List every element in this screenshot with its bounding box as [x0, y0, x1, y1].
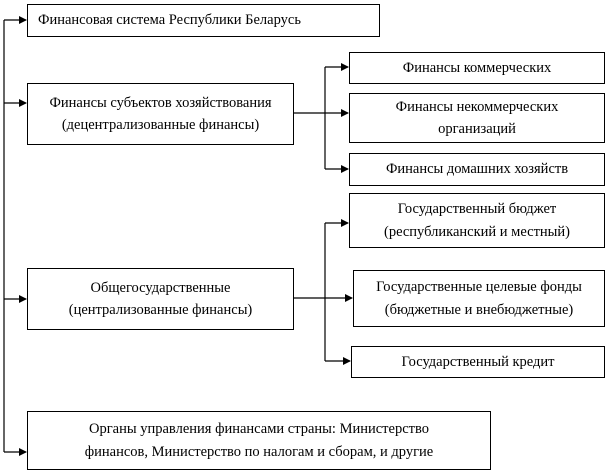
management-bodies-box [27, 411, 491, 470]
commercial-label: Финансы коммерческих [402, 59, 552, 76]
centralized-finance-box [27, 268, 294, 330]
households-finance-box [349, 153, 605, 186]
state-budget-label-line1: Государственный бюджет [397, 201, 557, 218]
management-label-line1: Органы управления финансами страны: Министерство [89, 421, 429, 438]
centralized-subtitle: (централизованные финансы) [68, 302, 253, 318]
decentralized-finance-box [27, 83, 294, 145]
state-credit-label: Государственный кредит [401, 353, 555, 370]
state-credit-box [351, 346, 605, 378]
noncommercial-label-line1: Финансы некоммерческих [395, 98, 559, 115]
decentralized-subtitle: (децентрализованные финансы) [61, 117, 260, 133]
state-target-funds-box [353, 270, 605, 327]
management-label-line2: финансов, Министерство по налогам и сборам, и другие [84, 443, 434, 460]
households-label: Финансы домашних хозяйств [385, 161, 569, 178]
centralized-title: Общегосударственные [90, 279, 231, 296]
target-funds-label-line1: Государственные целевые фонды [376, 279, 582, 296]
target-funds-label-line2: (бюджетные и внебюджетные) [384, 301, 574, 318]
state-budget-label-line2: (республиканский и местный) [383, 223, 570, 240]
root-box [27, 4, 380, 37]
root-label: Финансовая система Республики Беларусь [38, 12, 301, 29]
commercial-finance-box [349, 52, 605, 84]
state-budget-box [349, 193, 605, 248]
noncommercial-label-line2: организаций [438, 121, 516, 137]
noncommercial-finance-box [349, 93, 605, 143]
decentralized-title: Финансы субъектов хозяйствования [49, 94, 272, 111]
